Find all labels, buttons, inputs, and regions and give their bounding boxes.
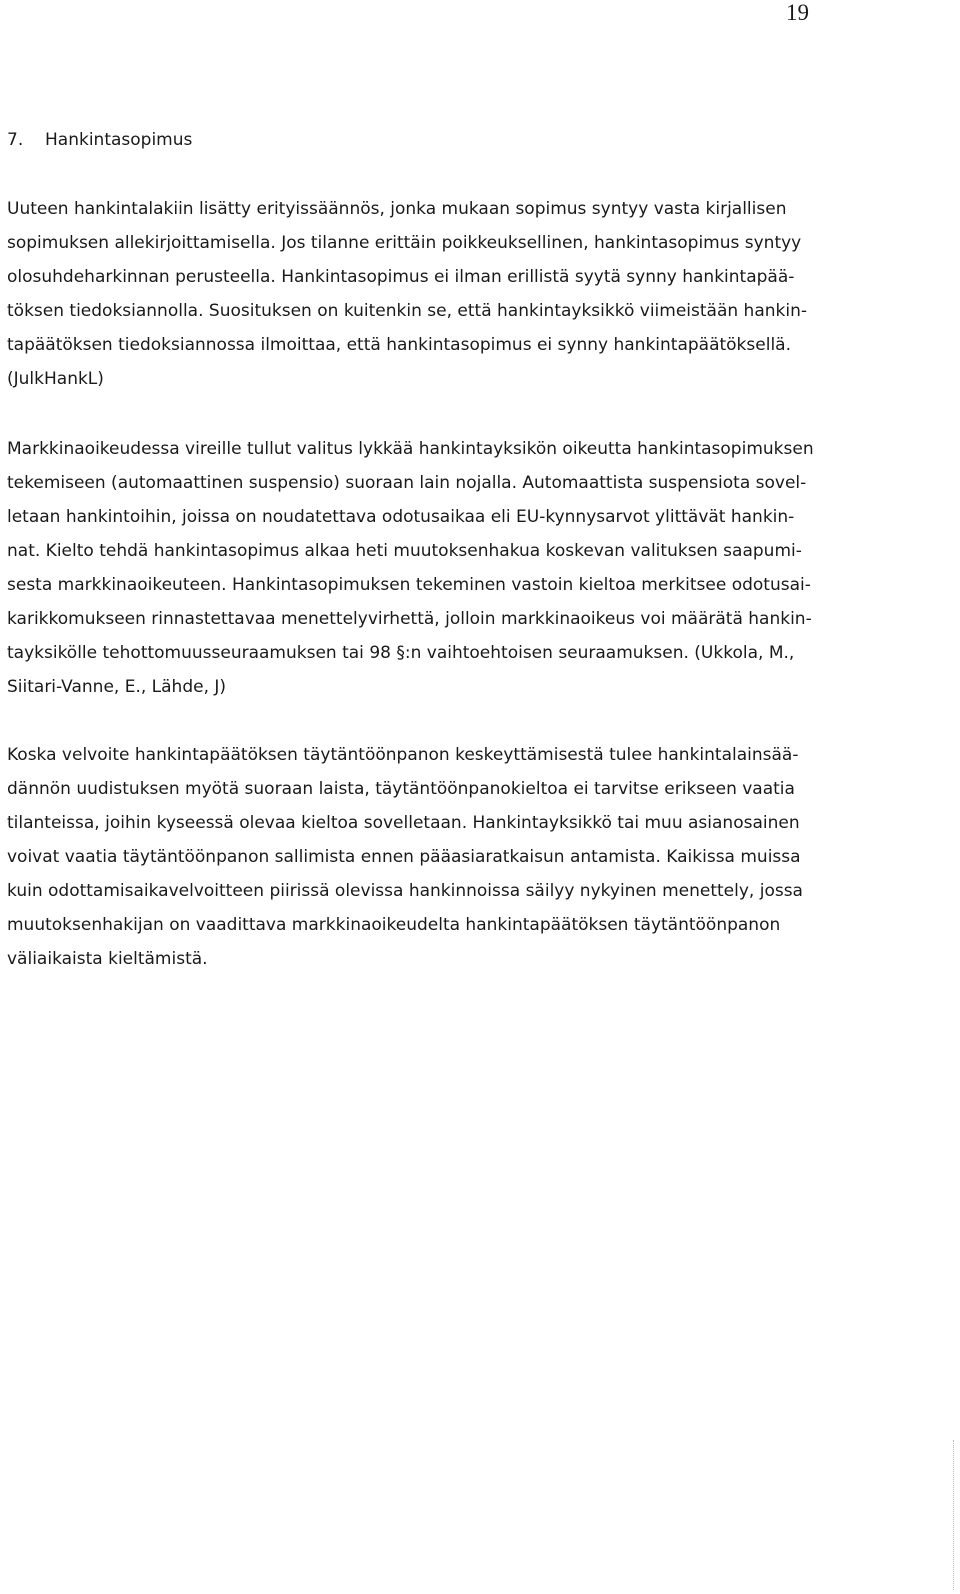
paragraph-line: tapäätöksen tiedoksiannossa ilmoittaa, että hankintasopimus ei synny hankintapäätöksellä. (7, 335, 791, 355)
paragraph-line: Koska velvoite hankintapäätöksen täytäntöönpanon keskeyttämisestä tulee hankintalainsää- (7, 745, 799, 765)
paragraph-line: tayksikölle tehottomuusseuraamuksen tai 98 §:n vaihtoehtoisen seuraamuksen. (Ukkola, M., (7, 643, 795, 663)
paragraph-line: (JulkHankL) (7, 369, 104, 389)
paragraph-line: olosuhdeharkinnan perusteella. Hankintasopimus ei ilman erillistä syytä synny hankintapää- (7, 267, 795, 287)
paragraph-line: tekemiseen (automaattinen suspensio) suoraan lain nojalla. Automaattista suspensiota sovel- (7, 473, 807, 493)
paragraph-line: Markkinaoikeudessa vireille tullut valitus lykkää hankintayksikön oikeutta hankintasopimuksen (7, 439, 814, 459)
paragraph-3 (7, 738, 835, 976)
paragraph-line: letaan hankintoihin, joissa on noudatettava odotusaikaa eli EU-kynnysarvot ylittävät hankin- (7, 507, 795, 527)
paragraph-line: kuin odottamisaikavelvoitteen piirissä olevissa hankinnoissa säilyy nykyinen menettely, jossa (7, 881, 803, 901)
paragraph-line: nat. Kielto tehdä hankintasopimus alkaa heti muutoksenhakua koskevan valituksen saapumi- (7, 541, 802, 561)
paragraph-1 (7, 192, 835, 396)
paragraph-line: väliaikaista kieltämistä. (7, 949, 208, 969)
paragraph-line: sopimuksen allekirjoittamisella. Jos tilanne erittäin poikkeuksellinen, hankintasopimus syntyy (7, 233, 802, 253)
paragraph-line: karikkomukseen rinnastettavaa menettelyvirhettä, jolloin markkinaoikeus voi määrätä hankin- (7, 609, 812, 629)
scan-edge-artifact (952, 1440, 954, 1590)
paragraph-line: dännön uudistuksen myötä suoraan laista, täytäntöönpanokieltoa ei tarvitse erikseen vaatia (7, 779, 795, 799)
paragraph-line: Uuteen hankintalakiin lisätty erityissäännös, jonka mukaan sopimus syntyy vasta kirjallisen (7, 199, 787, 219)
paragraph-line: muutoksenhakijan on vaadittava markkinaoikeudelta hankintapäätöksen täytäntöönpanon (7, 915, 781, 935)
page-number: 19 (786, 0, 809, 25)
paragraph-line: voivat vaatia täytäntöönpanon sallimista ennen pääasiaratkaisun antamista. Kaikissa muissa (7, 847, 801, 867)
section-title: Hankintasopimus (45, 130, 193, 150)
paragraph-2 (7, 432, 835, 704)
paragraph-line: töksen tiedoksiannolla. Suosituksen on kuitenkin se, että hankintayksikkö viimeistään hankin- (7, 301, 808, 321)
paragraph-line: tilanteissa, joihin kyseessä olevaa kieltoa sovelletaan. Hankintayksikkö tai muu asianosainen (7, 813, 800, 833)
section-heading (7, 128, 192, 152)
section-number: 7. (7, 130, 24, 150)
paragraph-line: sesta markkinaoikeuteen. Hankintasopimuksen tekeminen vastoin kieltoa merkitsee odotusai- (7, 575, 811, 595)
paragraph-line: Siitari-Vanne, E., Lähde, J) (7, 677, 227, 697)
